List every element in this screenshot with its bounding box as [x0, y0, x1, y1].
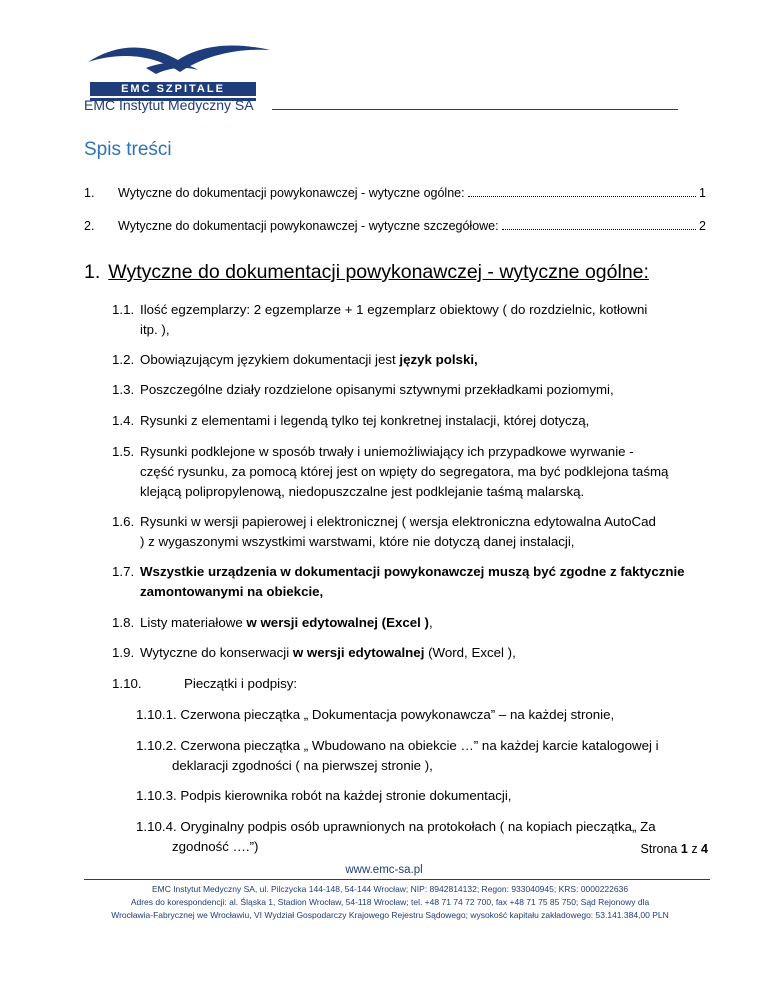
list-item	[112, 442, 708, 502]
page-label: Strona	[640, 842, 678, 856]
item-number: 1.6.	[112, 514, 135, 529]
footer-company-info: EMC Instytut Medyczny SA, ul. Pilczycka 144-148, 54-144 Wrocław; NIP: 8942814132; Regon: 933040945; KRS: 0000222636	[151, 884, 629, 894]
list-item	[112, 643, 708, 663]
item-number: 1.1.	[112, 302, 135, 317]
list-item	[112, 512, 708, 552]
item-text: część rysunku, za pomocą której jest on wpięty do segregatora, ma być podklejona taśmą	[140, 464, 669, 479]
item-text: Rysunki z elementami i legendą tylko tej konkretnej instalacji, której dotyczą,	[140, 413, 590, 428]
list-item	[112, 674, 708, 694]
logo-text: EMC SZPITALE	[90, 82, 256, 96]
item-text: ) z wygaszonymi wszystkimi warstwami, które nie dotyczą danej instalacji,	[140, 534, 575, 549]
section-title: Wytyczne do dokumentacji powykonawczej - wytyczne ogólne:	[108, 261, 649, 283]
company-name: EMC Instytut Medyczny SA	[84, 97, 254, 113]
toc-entry-text: Wytyczne do dokumentacji powykonawczej - wytyczne szczegółowe:	[118, 219, 499, 233]
page-separator: z	[691, 842, 698, 856]
toc-entry-number: 2.	[84, 219, 95, 233]
toc-entry-number: 1.	[84, 186, 95, 200]
list-item	[112, 411, 708, 431]
item-text: zgodność ….”)	[172, 839, 259, 854]
item-number: 1.8.	[112, 615, 135, 630]
sub-list-item	[136, 817, 716, 857]
list-item	[112, 613, 708, 633]
item-number: 1.10.3.	[136, 788, 177, 803]
toc-entry-page: 1	[699, 186, 706, 200]
item-bold-text: Wszystkie urządzenia w dokumentacji powykonawczej muszą być zgodne z faktycznie	[140, 564, 685, 579]
item-text: Pieczątki i podpisy:	[184, 676, 298, 691]
item-bold-text: zamontowanymi na obiekcie,	[140, 584, 324, 599]
toc-leader-dots	[468, 196, 696, 197]
item-bold-text: w wersji edytowalnej (Excel )	[246, 615, 429, 630]
item-text: (Word, Excel ),	[424, 645, 516, 660]
item-text: Rysunki podklejone w sposób trwały i uniemożliwiający ich przypadkowe wyrwanie -	[140, 444, 634, 459]
list-item	[112, 562, 708, 602]
item-number: 1.3.	[112, 382, 135, 397]
item-number: 1.10.1.	[136, 707, 177, 722]
item-text: deklaracji zgodności ( na pierwszej stronie ),	[172, 758, 433, 773]
item-number: 1.10.	[112, 676, 142, 691]
footer-url-link[interactable]: www.emc-sa.pl	[345, 864, 423, 876]
footer-correspondence-info: Adres do korespondencji: al. Śląska 1, Stadion Wrocław, 54-118 Wrocław; tel. +48 71 74 72 700, fax +48 71 75 85 750; Sąd Rejonowy dla	[130, 897, 650, 907]
item-text: Listy materiałowe	[140, 615, 247, 630]
list-item	[112, 380, 708, 400]
page-number	[641, 842, 708, 856]
item-text: ,	[428, 615, 433, 630]
toc-leader-dots	[502, 229, 696, 230]
sub-list-item	[136, 705, 716, 725]
item-text: Czerwona pieczątka „ Dokumentacja powykonawcza” – na każdej stronie,	[180, 707, 615, 722]
item-text: Obowiązującym językiem dokumentacji jest	[140, 352, 400, 367]
toc-entry[interactable]	[84, 219, 706, 237]
section-number: 1.	[84, 261, 101, 283]
item-number: 1.10.2.	[136, 738, 177, 753]
item-number: 1.4.	[112, 413, 135, 428]
item-text: Ilość egzemplarzy: 2 egzemplarze + 1 egzemplarz obiektowy ( do rozdzielnic, kotłowni	[140, 302, 648, 317]
item-bold-text: język polski,	[399, 352, 478, 367]
toc-title: Spis treści	[84, 139, 172, 160]
page-total: 4	[701, 842, 708, 856]
item-number: 1.9.	[112, 645, 135, 660]
item-bold-text: w wersji edytowalnej	[292, 645, 425, 660]
list-item	[112, 350, 708, 370]
item-text: Oryginalny podpis osób uprawnionych na protokołach ( na kopiach pieczątka„ Za	[180, 819, 656, 834]
seagull-logo-icon	[86, 38, 272, 80]
section-heading	[84, 261, 649, 284]
page-current: 1	[680, 842, 688, 856]
item-text: Wytyczne do konserwacji	[140, 645, 293, 660]
item-number: 1.7.	[112, 564, 135, 579]
item-text: Podpis kierownika robót na każdej stronie dokumentacji,	[180, 788, 512, 803]
toc-entry-text: Wytyczne do dokumentacji powykonawczej - wytyczne ogólne:	[118, 186, 465, 200]
item-text: Poszczególne działy rozdzielone opisanymi sztywnymi przekładkami poziomymi,	[140, 382, 614, 397]
toc-entry[interactable]	[84, 186, 706, 204]
item-text: klejącą polipropylenową, niedopuszczalne jest podklejanie taśmą malarską.	[140, 484, 585, 499]
item-number: 1.10.4.	[136, 819, 177, 834]
sub-list-item	[136, 786, 716, 806]
sub-list-item	[136, 736, 716, 776]
header-rule	[272, 109, 678, 110]
item-text: Czerwona pieczątka „ Wbudowano na obiekcie …” na każdej karcie katalogowej i	[180, 738, 659, 753]
item-number: 1.2.	[112, 352, 135, 367]
footer-rule	[84, 879, 710, 880]
item-text: Rysunki w wersji papierowej i elektronicznej ( wersja elektroniczna edytowalna AutoCad	[140, 514, 656, 529]
list-item	[112, 300, 708, 340]
footer-registry-info: Wrocławia-Fabrycznej we Wrocławiu, VI Wydział Gospodarczy Krajowego Rejestru Sądowego; wysokość kapitału zakładowego: 53.141.384,00 PLN	[111, 910, 669, 920]
item-number: 1.5.	[112, 444, 135, 459]
toc-entry-page: 2	[699, 219, 706, 233]
item-text: itp. ),	[140, 322, 170, 337]
